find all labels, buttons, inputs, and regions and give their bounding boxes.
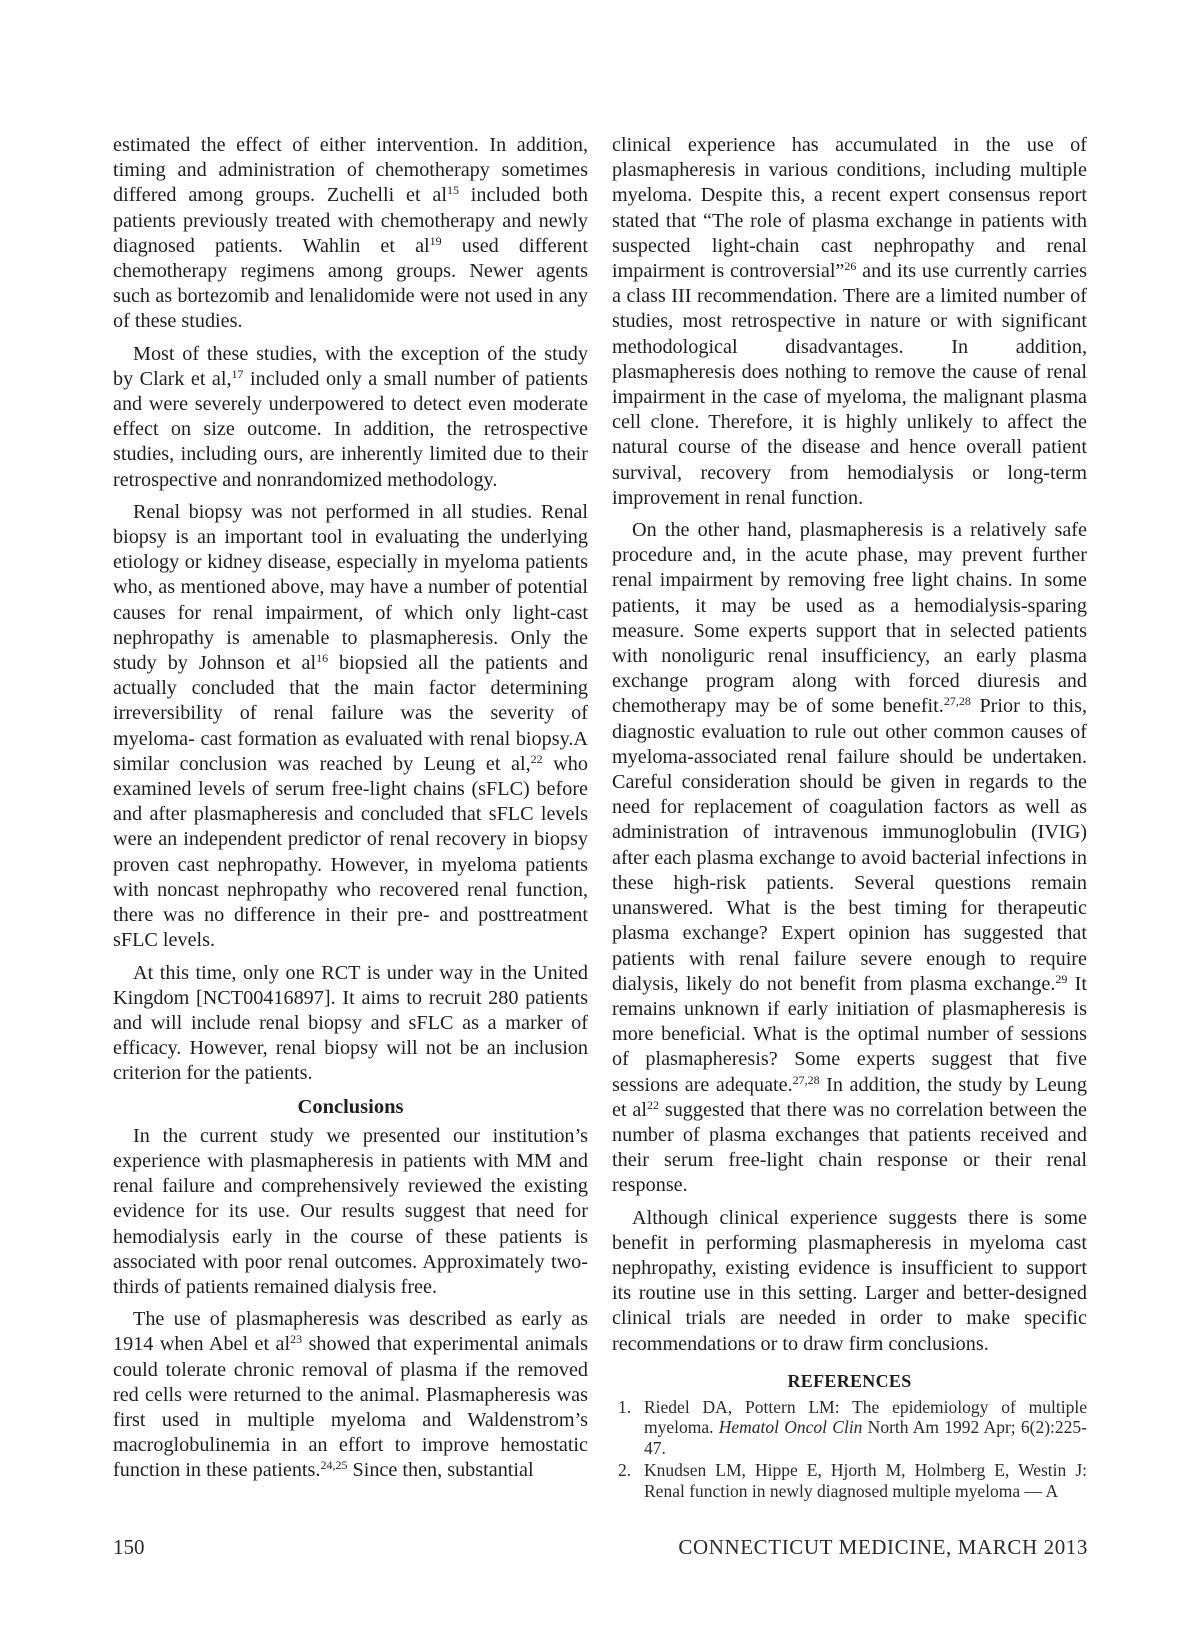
- left-column: [113, 133, 588, 1484]
- paragraph: At this time, only one RCT is under way in the United Kingdom [NCT00416897]. It aims to recruit 280 patients and will include renal biopsy and sFLC as a marker of efficacy. However, renal biopsy will not be an inclusion criterion for the patients.: [113, 961, 588, 1085]
- citation: 27,28: [792, 1072, 820, 1087]
- reference-item: [612, 1460, 1087, 1501]
- paragraph: Although clinical experience suggests there is some benefit in performing plasmapheresis in myeloma cast nephropathy, existing evidence is insufficient to support its routine use in this setting. Larger and better-designed clinical trials are needed in order to make specific recommendations or to draw firm conclusions.: [612, 1206, 1087, 1355]
- reference-number: 2.: [618, 1460, 632, 1481]
- citation: 22: [530, 751, 543, 766]
- citation: 29: [1055, 971, 1068, 986]
- citation: 23: [290, 1332, 303, 1347]
- right-column: [612, 133, 1087, 1503]
- paragraph: clinical experience has accumulated in the use of plasmapheresis in various conditions, including multiple myeloma. Despite this, a recent expert consensus report stated that “The role of plasma exchange in patients with suspected light-chain cast nephropathy and renal impairment is controversial”$^{26}$ and its use currently carries a class III recommendation. There are a limited number of studies, most retrospective in nature or with significant methodological disadvantages. In addition, plasmapheresis does nothing to remove the cause of renal impairment in the case of myeloma, the malignant plasma cell clone. Therefore, it is highly unlikely to affect the natural course of the disease and hence overall patient survival, recovery from hemodialysis or long-term improvement in renal function.: [612, 134, 1087, 509]
- reference-text: Riedel DA, Pottern LM: The epidemiology of multiple myeloma. Hematol Oncol Clin North Am 1992 Apr; 6(2):225-47.: [644, 1396, 1087, 1458]
- citation: 26: [844, 259, 857, 274]
- journal-issue: CONNECTICUT MEDICINE, MARCH 2013: [678, 1535, 1088, 1559]
- paragraph: The use of plasmapheresis was described as early as 1914 when Abel et $al^{23}$ showed that experimental animals could tolerate chronic removal of plasma if the removed red cells were returned to the animal. Plasmapheresis was first used in multiple myeloma and Waldenstrom’s macroglobulinemia in an effort to improve hemostatic function in these patients.$^{24,25}$ Since then, substantial: [113, 1308, 588, 1482]
- page-number: 150: [113, 1535, 145, 1559]
- references-heading: REFERENCES: [787, 1370, 912, 1391]
- reference-item: [612, 1397, 1087, 1459]
- citation: 16: [316, 651, 329, 666]
- paragraph: On the other hand, plasmapheresis is a relatively safe procedure and, in the acute phase, may prevent further renal impairment by removing free light chains. In some patients, it may be used as a hemodialysis-sparing measure. Some experts support that in selected patients with nonoliguric renal insufficiency, an early plasma exchange program along with forced diuresis and chemotherapy may be of some benefit.$^{27,28}$ Prior to this, diagnostic evaluation to rule out other common causes of myeloma-associated renal failure should be undertaken. Careful consideration should be given in regards to the need for replacement of coagulation factors as well as administration of intravenous immunoglobulin (IVIG) after each plasma exchange to avoid bacterial infections in these high-risk patients. Several questions remain unanswered. What is the best timing for therapeutic plasma exchange? Expert opinion has suggested that patients with renal failure severe enough to require dialysis, likely do not benefit from plasma exchange.$^{29}$ It remains unknown if early initiation of plasmapheresis is more beneficial. What is the optimal number of sessions of plasmapheresis? Some experts suggest that five sessions are adequate.$^{27,28}$ In addition, the study by Leung et $al^{22}$ suggested that there was no correlation between the number of plasma exchanges that patients received and their serum free-light chain response or their renal response.: [612, 519, 1088, 1197]
- journal-name: Hematol Oncol Clin: [718, 1417, 863, 1438]
- citation: 27,28: [943, 694, 971, 709]
- citation: 19: [429, 233, 442, 248]
- paragraph: estimated the effect of either intervention. In addition, timing and administration of chemotherapy sometimes differed among groups. Zuchelli et $al^{15}$ included both patients previously treated with chemotherapy and newly diagnosed patients. Wahlin et $al^{19}$ used different chemotherapy regimens among groups. Newer agents such as bortezomib and lenalidomide were not used in any of these studies.: [113, 134, 589, 333]
- citation: 17: [231, 366, 244, 381]
- citation: 15: [446, 183, 459, 198]
- paragraph: Renal biopsy was not performed in all studies. Renal biopsy is an important tool in evaluating the underlying etiology or kidney disease, especially in myeloma patients who, as mentioned above, may have a number of potential causes for renal impairment, of which only light-cast nephropathy is amenable to plasmapheresis. Only the study by Johnson et $al^{16}$ biopsied all the patients and actually concluded that the main factor determining irreversibility of renal failure was the severity of myeloma- cast formation as evaluated with renal biopsy.A similar conclusion was reached by Leung et al,$^{22}$ who examined levels of serum free-light chains (sFLC) before and after plasmapheresis and concluded that sFLC levels were an independent predictor of renal recovery in biopsy proven cast nephropathy. However, in myeloma patients with noncast nephropathy who recovered renal function, there was no difference in their pre- and posttreatment sFLC levels.: [113, 500, 588, 952]
- section-heading: Conclusions: [297, 1095, 404, 1118]
- paragraph: In the current study we presented our institution’s experience with plasmapheresis in patients with MM and renal failure and comprehensively reviewed the existing evidence for its use. Our results suggest that need for hemodialysis early in the course of these patients is associated with poor renal outcomes. Approximately two-thirds of patients remained dialysis free.: [113, 1124, 588, 1298]
- citation: 24,25: [320, 1458, 348, 1473]
- citation: 22: [647, 1097, 659, 1112]
- paragraph: Most of these studies, with the exception of the study by Clark et al,$^{17}$ included only a small number of patients and were severely underpowered to detect even moderate effect on size outcome. In addition, the retrospective studies, including ours, are inherently limited due to their retrospective and nonrandomized methodology.: [113, 342, 588, 491]
- reference-text: Knudsen LM, Hippe E, Hjorth M, Holmberg E, Westin J: Renal function in newly diagnosed multiple myeloma — A: [644, 1460, 1087, 1501]
- reference-number: 1.: [618, 1396, 632, 1417]
